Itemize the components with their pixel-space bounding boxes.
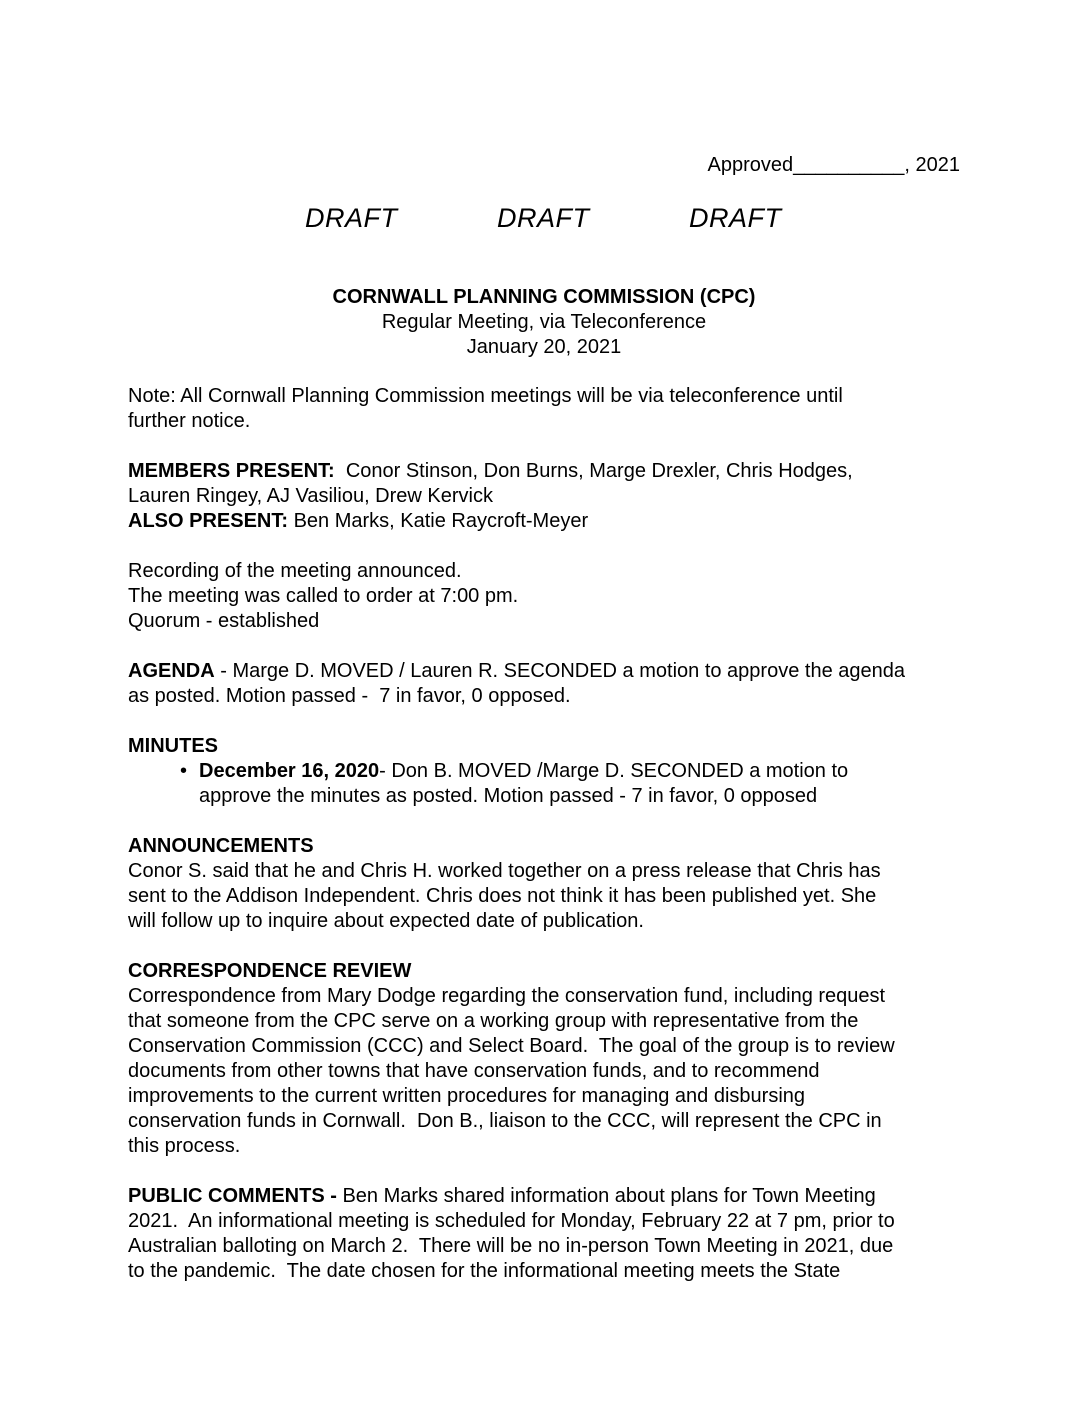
document-heading — [0, 285, 1088, 360]
minutes-item-text-continued: approve the minutes as posted. Motion passed - 7 in favor, 0 opposed — [199, 785, 818, 807]
correspondence-line: Correspondence from Mary Dodge regarding the conservation fund, including request — [128, 985, 886, 1007]
approval-line: Approved__________, 2021 — [707, 154, 960, 176]
public-comments-line: to the pandemic. The date chosen for the informational meeting meets the State — [128, 1260, 841, 1282]
public-comments-text: Ben Marks shared information about plans for Town Meeting — [336, 1185, 876, 1207]
public-comments-line: Australian balloting on March 2. There will be no in-person Town Meeting in 2021, due — [128, 1235, 894, 1257]
agenda-text-continued: as posted. Motion passed - 7 in favor, 0 opposed. — [128, 685, 571, 707]
announcements-line: sent to the Addison Independent. Chris does not think it has been published yet. She — [128, 885, 877, 907]
agenda-text: - Marge D. MOVED / Lauren R. SECONDED a motion to approve the agenda — [214, 660, 905, 682]
agenda-label: AGENDA — [128, 660, 215, 682]
members-present-continued: Lauren Ringey, AJ Vasiliou, Drew Kervick — [128, 485, 493, 507]
announcements-section — [128, 834, 963, 934]
members-present-names: Conor Stinson, Don Burns, Marge Drexler, Chris Hodges, — [334, 460, 853, 482]
quorum-status: Quorum - established — [128, 610, 320, 632]
also-present-names: Ben Marks, Katie Raycroft-Meyer — [288, 510, 589, 532]
minutes-body — [128, 384, 963, 1284]
call-to-order: The meeting was called to order at 7:00 pm. — [128, 585, 519, 607]
draft-mark: DRAFT — [305, 203, 398, 233]
agenda-line — [128, 659, 963, 684]
correspondence-title: CORRESPONDENCE REVIEW — [128, 960, 412, 982]
recording-announcement: Recording of the meeting announced. — [128, 560, 462, 582]
public-comments-line: 2021. An informational meeting is scheduled for Monday, February 22 at 7 pm, prior to — [128, 1210, 895, 1232]
correspondence-line: that someone from the CPC serve on a working group with representative from the — [128, 1010, 859, 1032]
meeting-type: Regular Meeting, via Teleconference — [381, 311, 707, 333]
also-present-line — [128, 509, 963, 534]
note-paragraph — [128, 384, 963, 434]
members-present-line — [128, 459, 963, 484]
minutes-section — [128, 734, 963, 809]
minutes-list — [128, 759, 963, 809]
bullet-icon: • — [180, 760, 188, 782]
correspondence-line: Conservation Commission (CCC) and Select Board. The goal of the group is to review — [128, 1035, 895, 1057]
minutes-section-title: MINUTES — [128, 735, 218, 757]
draft-mark: DRAFT — [497, 203, 590, 233]
correspondence-line: this process. — [128, 1135, 241, 1157]
correspondence-line: conservation funds in Cornwall. Don B., liaison to the CCC, will represent the CPC in — [128, 1110, 882, 1132]
agenda-section — [128, 659, 963, 709]
minutes-item-text: - Don B. MOVED /Marge D. SECONDED a motion to — [379, 760, 849, 782]
announcements-title: ANNOUNCEMENTS — [128, 835, 314, 857]
opening-section — [128, 559, 963, 634]
public-comments-line — [128, 1184, 963, 1209]
also-present-label: ALSO PRESENT: — [128, 510, 289, 532]
note-line: Note: All Cornwall Planning Commission meetings will be via teleconference until — [128, 385, 843, 407]
note-line: further notice. — [128, 410, 251, 432]
draft-watermark-row — [0, 200, 1088, 236]
attendance-section — [128, 459, 963, 534]
announcements-line: Conor S. said that he and Chris H. worked together on a press release that Chris has — [128, 860, 881, 882]
organization-title: CORNWALL PLANNING COMMISSION (CPC) — [332, 286, 756, 308]
minutes-item-date: December 16, 2020 — [199, 760, 380, 782]
public-comments-label: PUBLIC COMMENTS - — [128, 1185, 337, 1207]
list-item — [128, 759, 963, 809]
meeting-date: January 20, 2021 — [466, 336, 622, 358]
public-comments-section — [128, 1184, 963, 1284]
members-present-label: MEMBERS PRESENT: — [128, 460, 335, 482]
correspondence-line: documents from other towns that have conservation funds, and to recommend — [128, 1060, 820, 1082]
announcements-line: will follow up to inquire about expected date of publication. — [128, 910, 644, 932]
draft-mark: DRAFT — [689, 203, 782, 233]
correspondence-section — [128, 959, 963, 1159]
correspondence-line: improvements to the current written procedures for managing and disbursing — [128, 1085, 806, 1107]
